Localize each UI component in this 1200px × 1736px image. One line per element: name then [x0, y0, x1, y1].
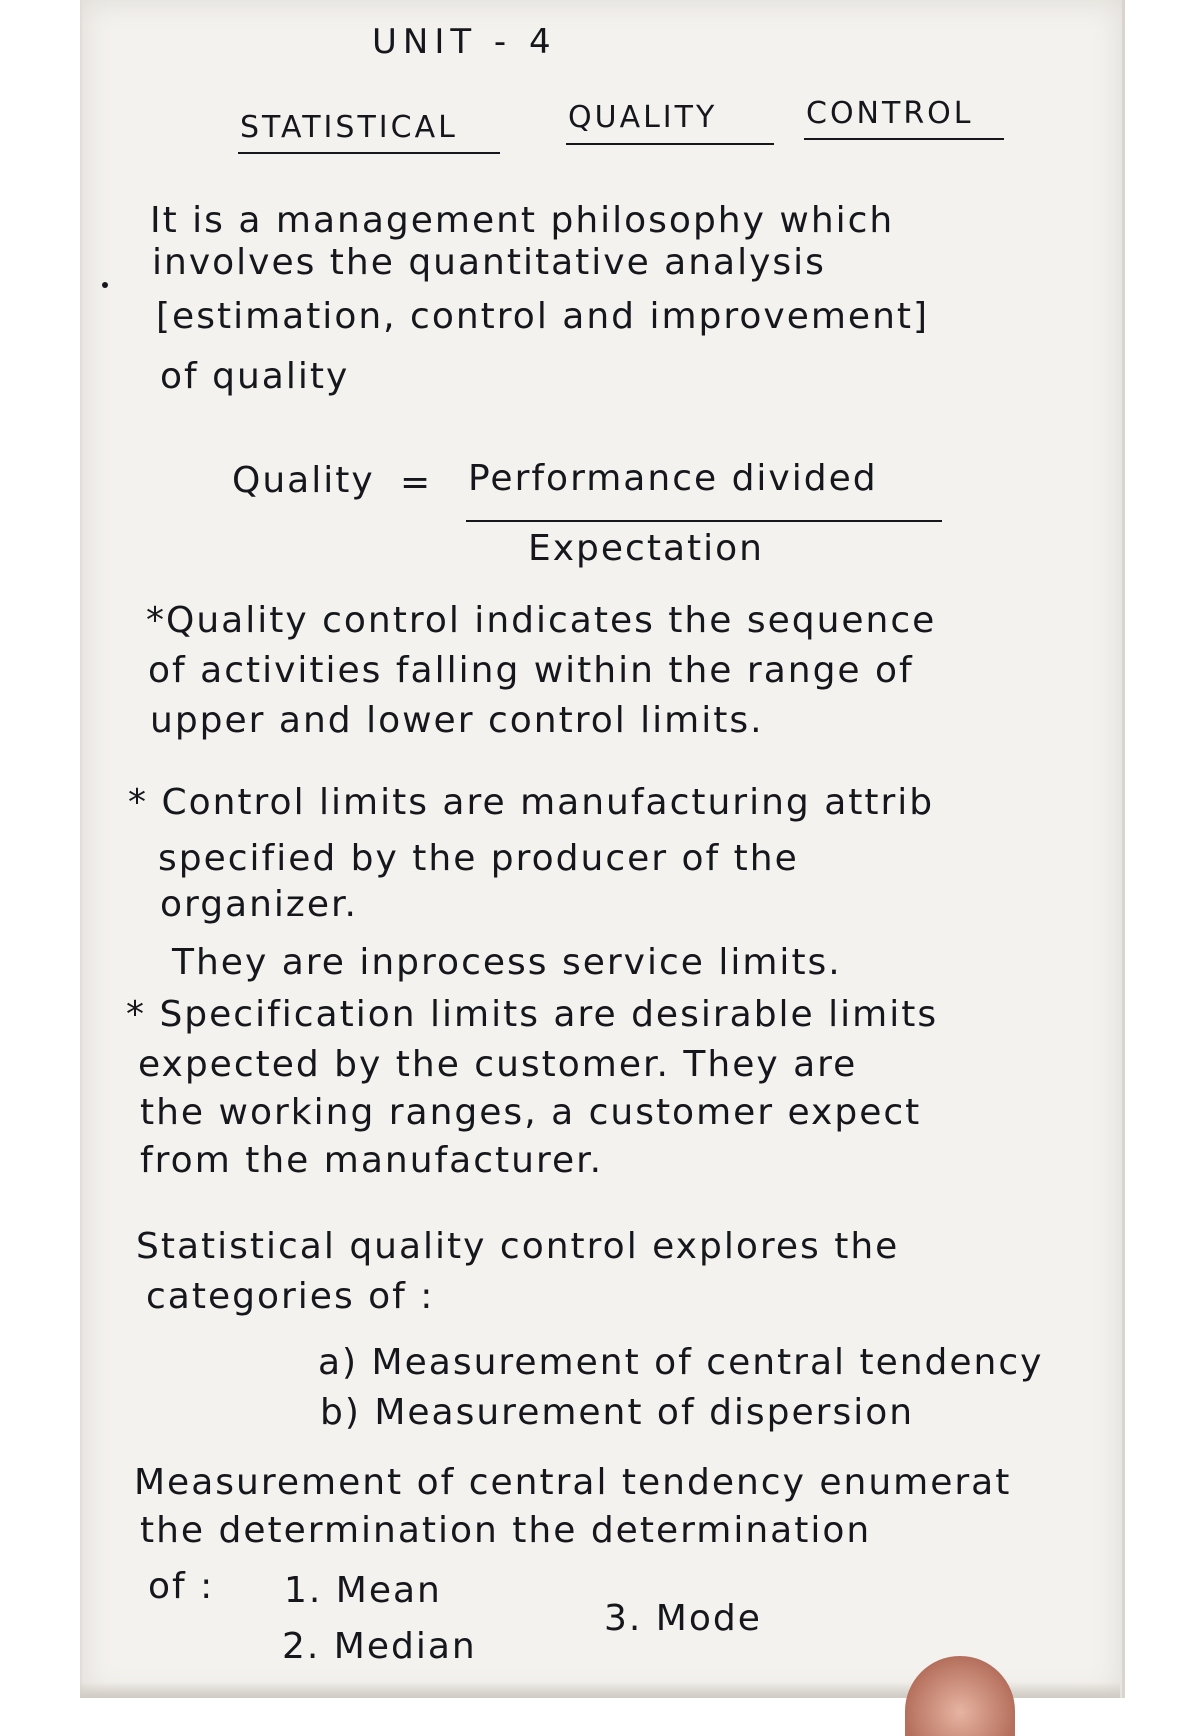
formula-numerator: Performance divided [468, 458, 878, 499]
title-word-quality: QUALITY [568, 100, 718, 135]
title-word-statistical: STATISTICAL [240, 110, 458, 145]
note-line: *Quality control indicates the sequence [146, 600, 937, 641]
category-item: b) Measurement of dispersion [320, 1392, 915, 1433]
title-underline [238, 152, 500, 154]
note-line: * Control limits are manufacturing attrib [128, 782, 935, 823]
category-item: a) Measurement of central tendency [318, 1342, 1044, 1383]
note-line: They are inprocess service limits. [172, 942, 842, 983]
margin-dot [102, 282, 108, 288]
intro-line: of quality [160, 356, 350, 397]
intro-line: [estimation, control and improvement] [156, 296, 930, 337]
note-line: the working ranges, a customer expect [140, 1092, 922, 1133]
note-line: * Specification limits are desirable limits [126, 994, 939, 1035]
formula-equals: = [400, 462, 433, 503]
intro-line: It is a management philosophy which [150, 200, 895, 241]
measure-mode: 3. Mode [604, 1598, 762, 1639]
note-line: expected by the customer. They are [138, 1044, 858, 1085]
note-line: of activities falling within the range of [148, 650, 914, 691]
note-line: Measurement of central tendency enumerat [134, 1462, 1012, 1503]
intro-line: involves the quantitative analysis [152, 242, 826, 283]
note-line: categories of : [146, 1276, 435, 1317]
note-line: from the manufacturer. [140, 1140, 604, 1181]
title-word-control: CONTROL [806, 96, 974, 131]
formula-denominator: Expectation [528, 528, 764, 569]
fraction-bar [466, 520, 942, 522]
note-line: Statistical quality control explores the [136, 1226, 900, 1267]
measure-median: 2. Median [282, 1626, 477, 1667]
note-line: organizer. [160, 884, 358, 925]
note-line: the determination the determination [140, 1510, 872, 1551]
title-underline [566, 143, 774, 145]
note-line: specified by the producer of the [158, 838, 799, 879]
title-underline [804, 138, 1004, 140]
of-label: of : [148, 1566, 215, 1607]
formula-lhs: Quality [232, 460, 375, 501]
measure-mean: 1. Mean [284, 1570, 442, 1611]
note-line: upper and lower control limits. [150, 700, 764, 741]
unit-heading: UNIT - 4 [372, 22, 557, 62]
